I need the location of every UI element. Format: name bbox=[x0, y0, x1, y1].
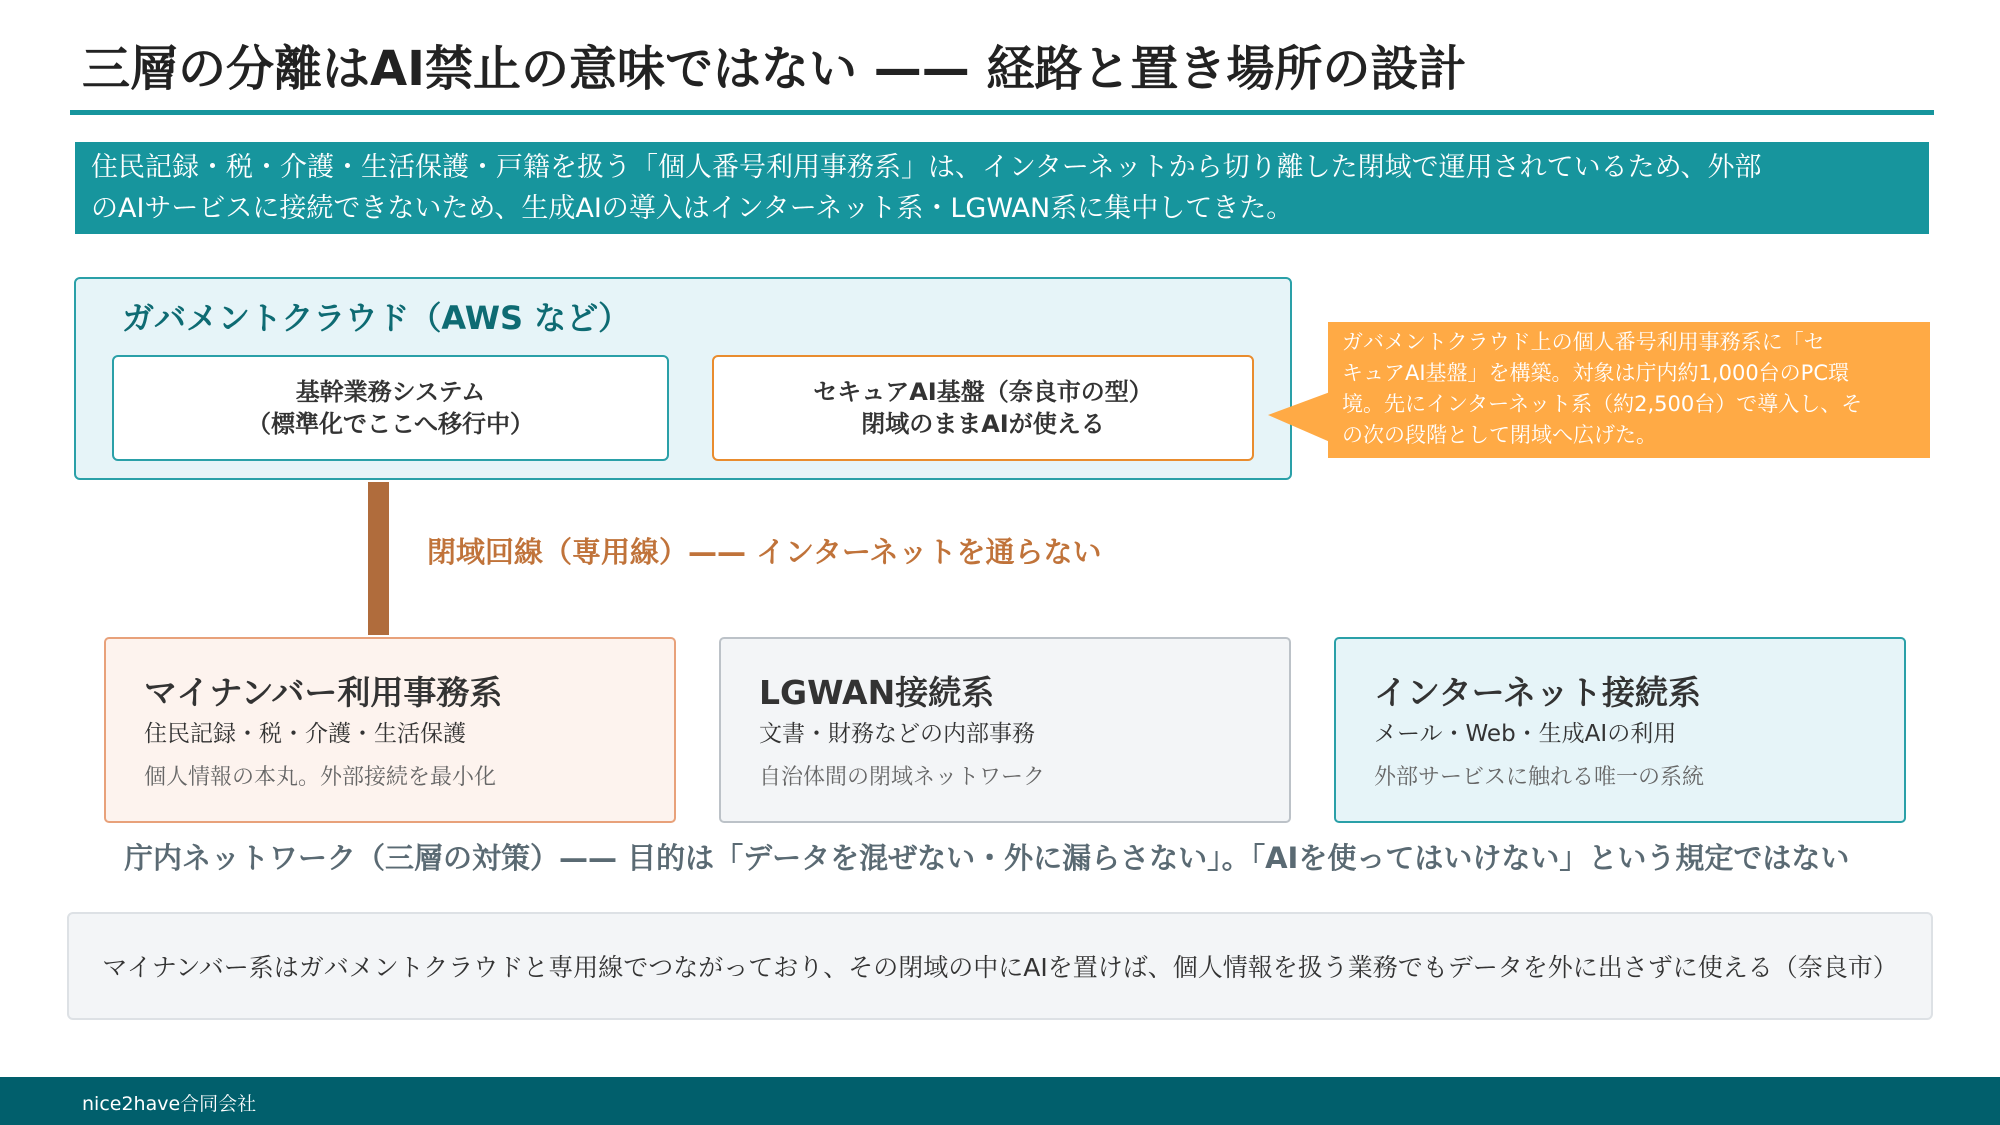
summary-text: マイナンバー系はガバメントクラウドと専用線でつながっており、その閉域の中にAIを置けば、個人情報を扱う業務でもデータを外に出さずに使える（奈良市） bbox=[102, 953, 1898, 982]
dedicated-line-connector bbox=[368, 482, 389, 635]
lgwan-zone bbox=[719, 637, 1291, 823]
secure-ai-platform-line-1: セキュアAI基盤（奈良市の型） bbox=[813, 378, 1153, 406]
core-business-system-line-2: （標準化でここへ移行中） bbox=[246, 410, 535, 438]
lgwan-zone-subtitle: 文書・財務などの内部事務 bbox=[759, 721, 1035, 747]
dedicated-line-label: 閉域回線（専用線）—— インターネットを通らない bbox=[427, 535, 1102, 569]
lgwan-zone-note: 自治体間の閉域ネットワーク bbox=[759, 765, 1046, 790]
intro-banner bbox=[75, 142, 1929, 234]
internet-zone-subtitle: メール・Web・生成AIの利用 bbox=[1374, 721, 1677, 747]
government-cloud-box bbox=[74, 277, 1292, 480]
internet-zone bbox=[1334, 637, 1906, 823]
callout-line-1: ガバメントクラウド上の個人番号利用事務系に「セ bbox=[1342, 330, 1825, 354]
intro-line-2: のAIサービスに接続できないため、生成AIの導入はインターネット系・LGWAN系に集中してきた。 bbox=[91, 193, 1294, 224]
government-cloud-title: ガバメントクラウド（AWS など） bbox=[122, 299, 631, 337]
internet-zone-note: 外部サービスに触れる唯一の系統 bbox=[1374, 765, 1705, 790]
summary-box bbox=[67, 912, 1933, 1020]
secure-ai-callout bbox=[1328, 322, 1930, 458]
internet-zone-title: インターネット接続系 bbox=[1374, 673, 1702, 712]
mynumber-zone-subtitle: 住民記録・税・介護・生活保護 bbox=[144, 721, 466, 747]
title-divider bbox=[70, 110, 1934, 115]
callout-line-3: 境。先にインターネット系（約2,500台）で導入し、そ bbox=[1342, 392, 1863, 416]
lgwan-zone-title: LGWAN接続系 bbox=[759, 673, 995, 712]
callout-line-2: キュアAI基盤」を構築。対象は庁内約1,000台のPC環 bbox=[1342, 361, 1850, 385]
network-caption: 庁内ネットワーク（三層の対策）—— 目的は「データを混ぜない・外に漏らさない」。「AIを使ってはいけない」という規定ではない bbox=[124, 841, 1850, 875]
intro-line-1: 住民記録・税・介護・生活保護・戸籍を扱う「個人番号利用事務系」は、インターネットから切り離した閉域で運用されているため、外部 bbox=[91, 152, 1762, 183]
secure-ai-platform-box bbox=[712, 355, 1254, 461]
footer-bar bbox=[0, 1077, 2000, 1125]
callout-line-4: の次の段階として閉域へ広げた。 bbox=[1342, 423, 1657, 447]
mynumber-zone-note: 個人情報の本丸。外部接続を最小化 bbox=[144, 765, 497, 790]
slide-title: 三層の分離はAI禁止の意味ではない —— 経路と置き場所の設計 bbox=[82, 41, 1467, 97]
core-business-system-box bbox=[112, 355, 669, 461]
core-business-system-line-1: 基幹業務システム bbox=[295, 378, 486, 406]
mynumber-zone bbox=[104, 637, 676, 823]
footer-company: nice2have合同会社 bbox=[82, 1093, 257, 1115]
callout-pointer bbox=[1268, 392, 1330, 442]
secure-ai-platform-line-2: 閉域のままAIが使える bbox=[861, 410, 1105, 438]
mynumber-zone-title: マイナンバー利用事務系 bbox=[144, 673, 503, 712]
